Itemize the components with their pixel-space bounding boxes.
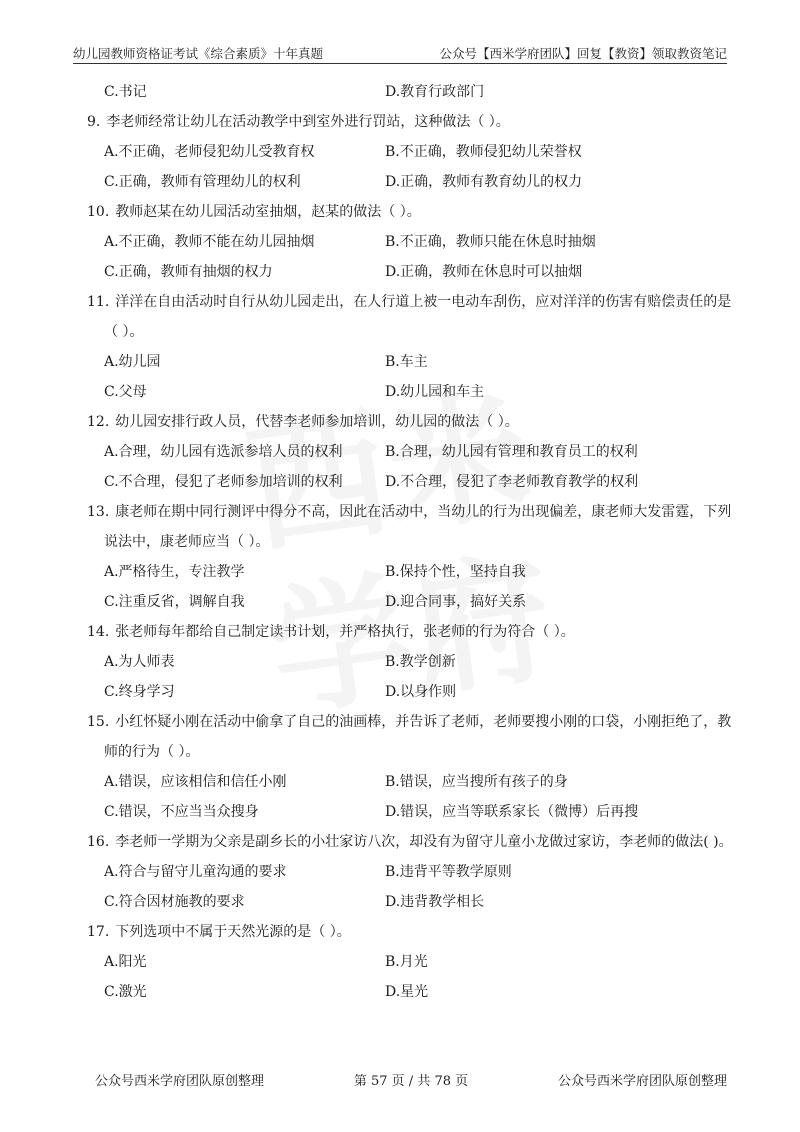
options-row [87, 857, 727, 887]
question-item [87, 827, 733, 917]
question-stem [87, 707, 732, 737]
question-item [87, 287, 732, 407]
option-d: D.正确，教师有教育幼儿的权力 [385, 174, 583, 190]
question-text: 下列选项中不属于天然光源的是（ ）。 [115, 924, 351, 940]
question-number: 17. [87, 924, 110, 940]
option-b: B.教学创新 [385, 654, 456, 670]
option-a: A.阳光 [104, 954, 147, 970]
option-b: B.合理，幼儿园有管理和教育员工的权利 [385, 444, 638, 460]
options-row [87, 587, 727, 617]
question-text: 张老师每年都给自己制定读书计划，并严格执行，张老师的行为符合（ ）。 [115, 624, 575, 640]
option-d: D.不合理，侵犯了李老师教育教学的权利 [385, 474, 639, 490]
options-row [87, 137, 727, 167]
question-item [87, 917, 727, 1007]
option-b: B.不正确，教师只能在休息时抽烟 [385, 234, 596, 250]
question-text: 康老师在期中同行测评中得分不高，因此在活动中，当幼儿的行为出现偏差，康老师大发雷霆，下列 [115, 504, 732, 520]
page-number: 第 57 页 / 共 78 页 [353, 1073, 469, 1089]
options-row [87, 437, 727, 467]
option-d: D.错误，应当等联系家长（微博）后再搜 [385, 804, 639, 820]
option-c: C.正确，教师有抽烟的权力 [104, 264, 273, 280]
option-c: C.错误，不应当当众搜身 [104, 804, 259, 820]
page-footer [95, 1068, 727, 1090]
question-text-continued: 说法中，康老师应当（ ）。 [104, 534, 270, 550]
options-row [87, 467, 727, 497]
options-row [87, 977, 727, 1007]
question-stem [87, 827, 733, 857]
option-d: D.幼儿园和车主 [385, 384, 485, 400]
option-c: C.父母 [104, 384, 147, 400]
question-stem [87, 617, 727, 647]
question-item [87, 497, 732, 617]
question-number: 15. [87, 714, 110, 730]
question-text: 教师赵某在幼儿园活动室抽烟，赵某的做法（ ）。 [115, 204, 421, 220]
option-b: B.违背平等教学原则 [385, 864, 512, 880]
options-row [87, 227, 727, 257]
question-number: 11. [87, 294, 110, 310]
question-text-continued: （ ）。 [104, 324, 144, 340]
question-number: 14. [87, 624, 110, 640]
option-c: C.激光 [104, 984, 147, 1000]
options-row [87, 557, 727, 587]
header-right-note: 公众号【西米学府团队】回复【教资】领取教资笔记 [439, 46, 727, 61]
option-d: D.教育行政部门 [385, 84, 485, 100]
option-c: C.符合因材施教的要求 [104, 894, 245, 910]
footer-right: 公众号西米学府团队原创整理 [557, 1073, 727, 1089]
option-c: C.书记 [104, 84, 147, 100]
option-d: D.以身作则 [385, 684, 457, 700]
options-row [87, 647, 727, 677]
question-number: 10. [87, 204, 110, 220]
option-c: C.注重反省，调解自我 [104, 594, 245, 610]
option-a: A.错误，应该相信和信任小刚 [104, 774, 287, 790]
option-a: A.为人师表 [104, 654, 175, 670]
option-d: D.星光 [385, 984, 429, 1000]
question-item [87, 107, 727, 197]
header-divider [73, 63, 727, 64]
question-number: 12. [87, 414, 110, 430]
options-row [87, 167, 727, 197]
option-b: B.错误，应当搜所有孩子的身 [385, 774, 568, 790]
option-b: B.月光 [385, 954, 428, 970]
question-number: 16. [87, 834, 110, 850]
option-a: A.不正确，教师不能在幼儿园抽烟 [104, 234, 315, 250]
question-stem [87, 107, 727, 137]
option-b: B.不正确，教师侵犯幼儿荣誉权 [385, 144, 582, 160]
question-stem [87, 917, 727, 947]
options-row [87, 947, 727, 977]
options-row [87, 677, 727, 707]
option-d: D.正确，教师在休息时可以抽烟 [385, 264, 583, 280]
options-row [87, 797, 727, 827]
question-list [87, 77, 733, 1007]
page-header [73, 40, 727, 62]
question-item [87, 617, 727, 707]
footer-left: 公众号西米学府团队原创整理 [95, 1073, 265, 1089]
option-a: A.合理，幼儿园有选派参培人员的权利 [104, 444, 343, 460]
options-row [87, 377, 727, 407]
question-text-continued: 师的行为（ ）。 [104, 744, 200, 760]
question-item [87, 197, 727, 287]
header-left-title: 幼儿园教师资格证考试《综合素质》十年真题 [73, 46, 324, 61]
option-d: D.违背教学相长 [385, 894, 485, 910]
question-number: 9. [87, 114, 101, 130]
option-a: A.严格待生，专注教学 [104, 564, 245, 580]
option-c: C.正确，教师有管理幼儿的权利 [104, 174, 301, 190]
option-d: D.迎合同事，搞好关系 [385, 594, 527, 610]
question-item [87, 707, 732, 827]
option-a: A.不正确，老师侵犯幼儿受教育权 [104, 144, 315, 160]
option-a: A.符合与留守儿童沟通的要求 [104, 864, 287, 880]
options-row [87, 767, 727, 797]
option-b: B.保持个性，坚持自我 [385, 564, 526, 580]
question-text: 小红怀疑小刚在活动中偷拿了自己的油画棒，并告诉了老师，老师要搜小刚的口袋，小刚拒绝了，教 [115, 714, 732, 730]
question-item [87, 407, 727, 497]
options-row [87, 887, 727, 917]
question-stem [87, 287, 732, 317]
question-text: 洋洋在自由活动时自行从幼儿园走出，在人行道上被一电动车刮伤，应对洋洋的伤害有赔偿责任的是 [115, 294, 732, 310]
option-a: A.幼儿园 [104, 354, 161, 370]
question-stem [87, 197, 727, 227]
question-text: 李老师一学期为父亲是副乡长的小壮家访八次，却没有为留守儿童小龙做过家访，李老师的做法( )。 [115, 834, 733, 850]
option-c: C.终身学习 [104, 684, 175, 700]
question-stem [87, 407, 727, 437]
question-text: 幼儿园安排行政人员，代替李老师参加培训，幼儿园的做法（ ）。 [115, 414, 519, 430]
option-c: C.不合理，侵犯了老师参加培训的权利 [104, 474, 343, 490]
option-b: B.车主 [385, 354, 428, 370]
question-stem [87, 497, 732, 527]
options-row [87, 77, 727, 107]
question-number: 13. [87, 504, 110, 520]
question-text: 李老师经常让幼儿在活动教学中到室外进行罚站，这种做法（ ）。 [106, 114, 510, 130]
options-row [87, 257, 727, 287]
options-row [87, 347, 727, 377]
